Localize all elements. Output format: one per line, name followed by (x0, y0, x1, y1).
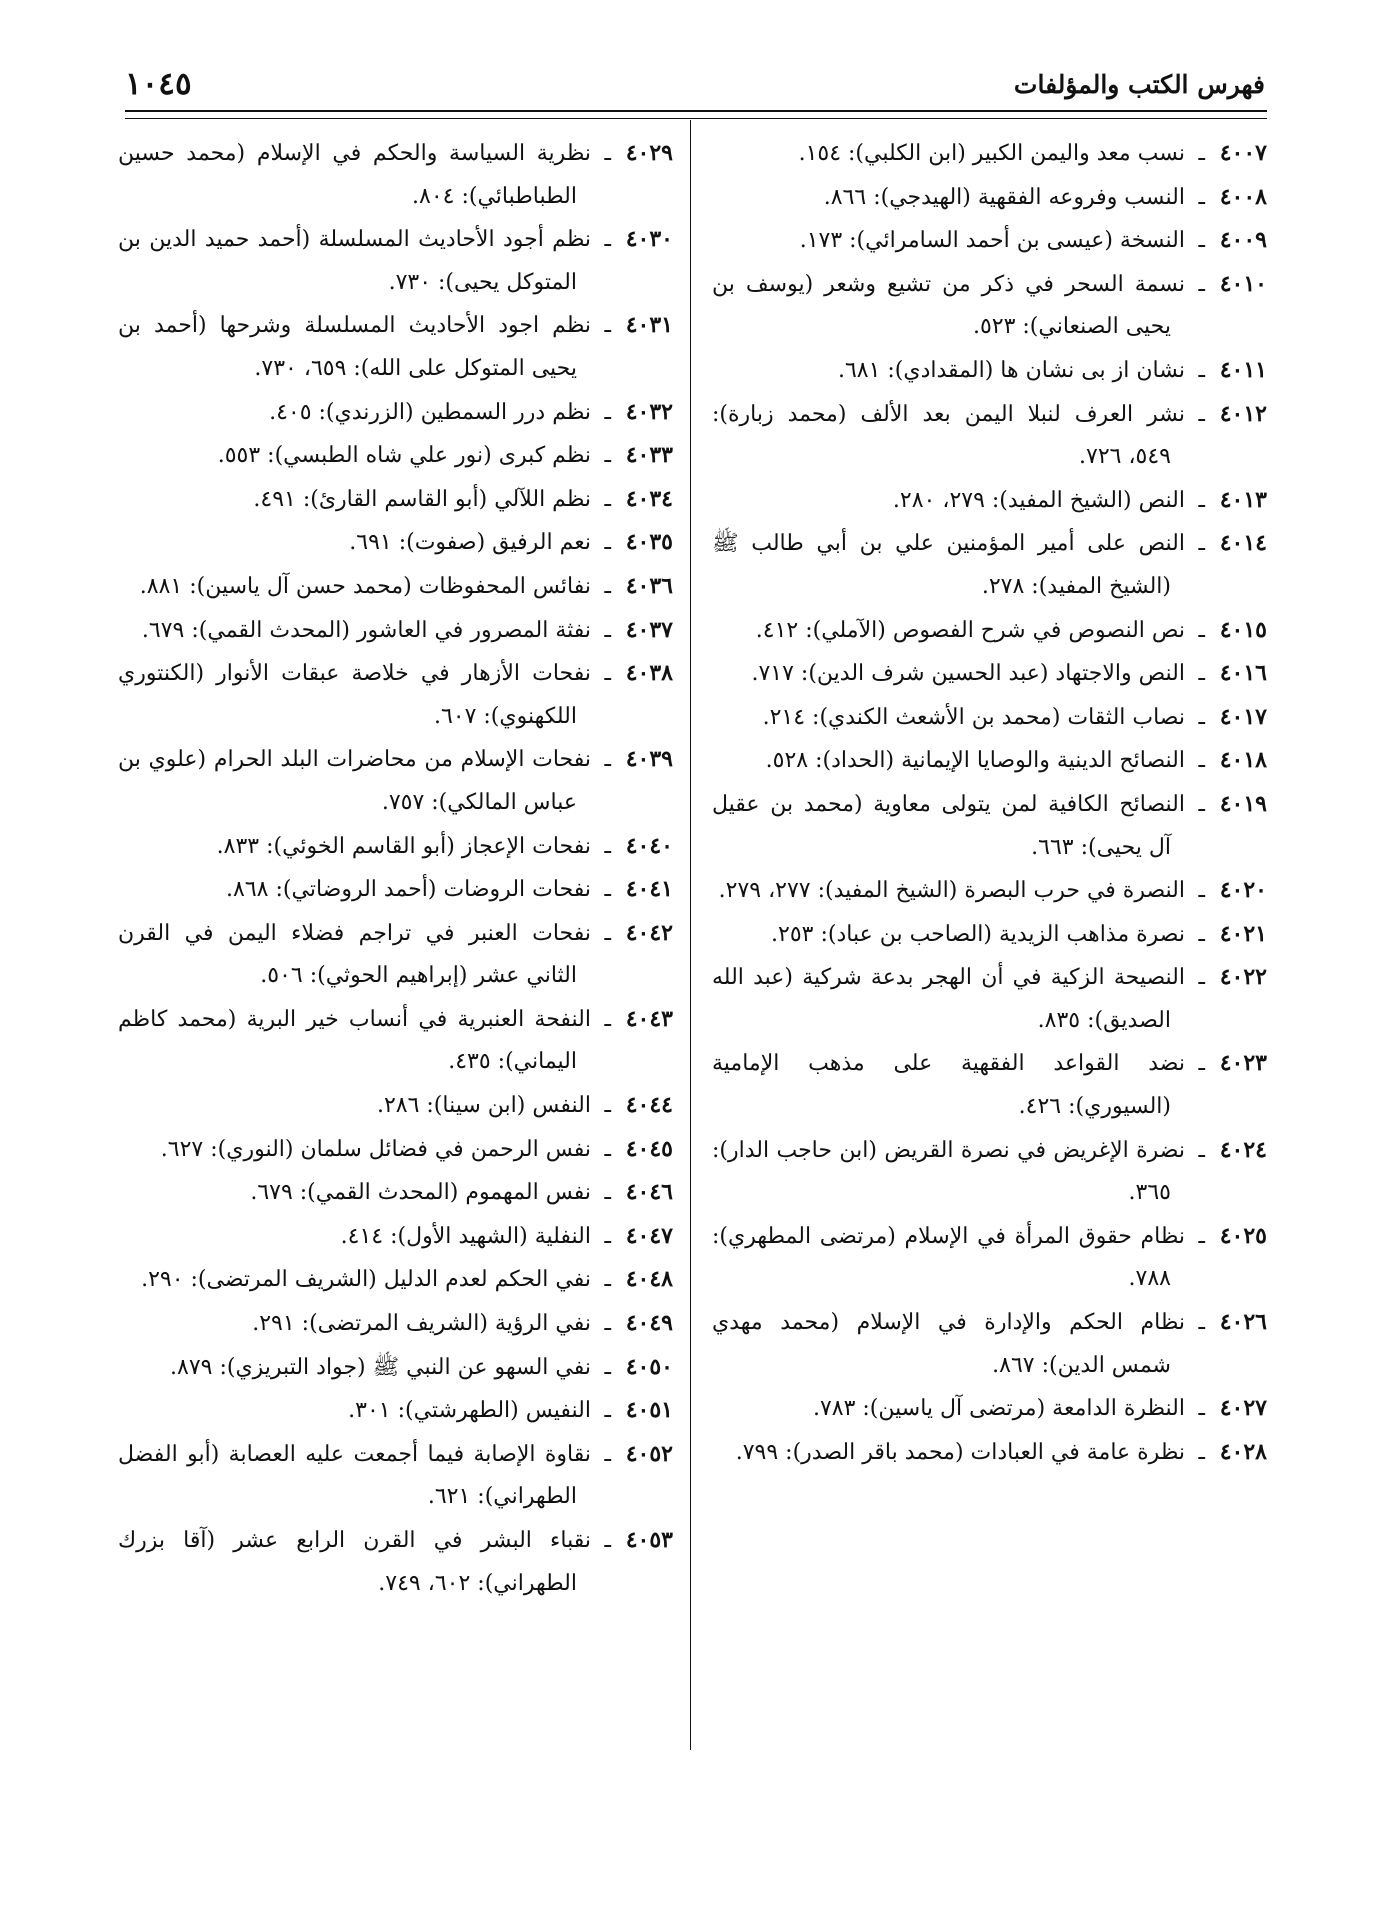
index-entry (712, 1301, 1267, 1387)
entry-dash: ـ (604, 1441, 611, 1467)
entry-text: نظام حقوق المرأة في الإسلام (مرتضى المطهري): ٧٨٨. (712, 1223, 1185, 1292)
entry-text: نظم درر السمطين (الزرندي): ٤٠٥. (269, 399, 591, 425)
entry-number: ٤٠٣٦ (625, 572, 673, 599)
entry-dash: ـ (604, 227, 611, 253)
entry-text: النفس (ابن سينا): ٢٨٦. (376, 1093, 591, 1119)
entry-dash: ـ (1198, 531, 1205, 557)
index-entry (712, 652, 1267, 696)
entry-number: ٤٠٢١ (1219, 920, 1267, 947)
entry-text: نفائس المحفوظات (محمد حسن آل ياسين): ٨٨١. (139, 573, 591, 599)
entry-number: ٤٠٢٨ (1219, 1438, 1267, 1465)
index-column-right (712, 132, 1267, 1474)
entry-dash: ـ (1198, 1439, 1205, 1465)
entry-text: نفي الرؤية (الشريف المرتضى): ٢٩١. (252, 1311, 591, 1337)
entry-number: ٤٠٢٩ (625, 140, 673, 166)
page-number: ١٠٤٥ (125, 66, 192, 102)
index-entry (118, 912, 673, 998)
index-entry (712, 1215, 1267, 1301)
entry-number: ٤٠٣٧ (625, 616, 673, 643)
entry-text: نشان از بى نشان ها (المقدادي): ٦٨١. (837, 357, 1185, 383)
entry-text: نشر العرف لنبلا اليمن بعد الألف (محمد زبارة): ٥٤٩، ٧٢٦. (712, 401, 1185, 470)
entry-number: ٤٠١٩ (1219, 790, 1267, 817)
entry-number: ٤٠٢٣ (1219, 1050, 1267, 1077)
index-entry (118, 304, 673, 390)
entry-text: نظرة عامة في العبادات (محمد باقر الصدر): ٧٩٩. (735, 1439, 1185, 1465)
entry-number: ٤٠٣٣ (625, 442, 673, 469)
entry-dash: ـ (1198, 1051, 1205, 1077)
index-entry (118, 652, 673, 738)
entry-text: نضرة الإغريض في نصرة القريض (ابن حاجب الدار): ٣٦٥. (712, 1137, 1185, 1206)
column-divider (690, 120, 691, 1750)
entry-text: نقاوة الإصابة فيما أجمعت عليه العصابة (أبو الفضل الطهراني): ٦٢١. (118, 1441, 591, 1510)
entry-text: النصائح الكافية لمن يتولى معاوية (محمد بن عقيل آل يحيى): ٦٦٣. (712, 791, 1185, 860)
entry-text: النصيحة الزكية في أن الهجر بدعة شركية (عبد الله الصديق): ٨٣٥. (712, 965, 1185, 1033)
index-entry (118, 609, 673, 653)
entry-dash: ـ (604, 833, 611, 859)
entry-number: ٤٠٥٢ (625, 1440, 673, 1467)
entry-text: النفيس (الطهرشتي): ٣٠١. (348, 1398, 591, 1424)
index-entry (712, 349, 1267, 393)
entry-text: النصائح الدينية والوصايا الإيمانية (الحداد): ٥٢٨. (765, 748, 1185, 774)
entry-text: نصاب الثقات (محمد بن الأشعث الكندي): ٢١٤. (762, 704, 1185, 730)
entry-number: ٤٠٣١ (625, 312, 673, 339)
header-rule-thin (125, 118, 1267, 119)
entry-dash: ـ (1198, 184, 1205, 210)
entry-text: نقباء البشر في القرن الرابع عشر (آقا بزرك الطهراني): ٦٠٢، ٧٤٩. (118, 1528, 591, 1596)
index-entry (118, 434, 673, 478)
entry-number: ٤٠٠٨ (1219, 183, 1267, 210)
entry-number: ٤٠٤٠ (625, 832, 673, 859)
entry-dash: ـ (1198, 617, 1205, 643)
entry-number: ٤٠٢٢ (1219, 964, 1267, 991)
entry-dash: ـ (604, 1093, 611, 1119)
entry-dash: ـ (1198, 704, 1205, 730)
entry-text: نفثة المصرور في العاشور (المحدث القمي): ٦٧٩. (141, 617, 591, 643)
entry-text: نظام الحكم والإدارة في الإسلام (محمد مهدي شمس الدين): ٨٦٧. (712, 1310, 1185, 1378)
index-entry (118, 1171, 673, 1215)
entry-text: نفي الحكم لعدم الدليل (الشريف المرتضى): ٢٩٠. (141, 1267, 591, 1293)
entry-dash: ـ (1198, 1310, 1205, 1336)
index-entry (712, 869, 1267, 913)
entry-text: نظم اجود الأحاديث المسلسلة وشرحها (أحمد بن يحيى المتوكل على الله): ٦٥٩، ٧٣٠. (118, 313, 591, 381)
entry-number: ٤٠١٨ (1219, 747, 1267, 774)
entry-dash: ـ (604, 617, 611, 643)
entry-text: النص على أمير المؤمنين علي بن أبي طالب ﷺ (الشيخ المفيد): ٢٧٨. (712, 531, 1185, 599)
entry-dash: ـ (604, 1267, 611, 1293)
entry-dash: ـ (604, 1223, 611, 1249)
entry-text: نفحات الروضات (أحمد الروضاتي): ٨٦٨. (226, 877, 591, 903)
entry-text: النسخة (عيسى بن أحمد السامرائي): ١٧٣. (799, 228, 1185, 254)
entry-number: ٤٠٤١ (625, 876, 673, 903)
entry-number: ٤٠٤٨ (625, 1266, 673, 1293)
entry-dash: ـ (604, 1180, 611, 1206)
entry-text: نعم الرفيق (صفوت): ٦٩١. (349, 530, 591, 556)
index-entry (118, 1389, 673, 1433)
entry-text: نظم كبرى (نور علي شاه الطبسي): ٥٥٣. (217, 443, 591, 469)
entry-number: ٤٠١٦ (1219, 660, 1267, 687)
index-entry (712, 739, 1267, 783)
entry-number: ٤٠٢٦ (1219, 1309, 1267, 1336)
entry-number: ٤٠٤٣ (625, 1005, 673, 1032)
entry-dash: ـ (1198, 921, 1205, 947)
index-entry (118, 218, 673, 304)
entry-number: ٤٠٤٧ (625, 1222, 673, 1249)
entry-text: نفحات الأزهار في خلاصة عبقات الأنوار (الكنتوري اللكهنوي): ٦٠٧. (118, 661, 591, 729)
entry-number: ٤٠٣٢ (625, 398, 673, 425)
entry-number: ٤٠٤٩ (625, 1310, 673, 1337)
entry-text: نسمة السحر في ذكر من تشيع وشعر (يوسف بن يحيى الصنعاني): ٥٢٣. (712, 271, 1185, 340)
entry-text: النص (الشيخ المفيد): ٢٧٩، ٢٨٠. (892, 487, 1185, 513)
index-entry (712, 783, 1267, 869)
entry-dash: ـ (1198, 1223, 1205, 1249)
entry-dash: ـ (1198, 401, 1205, 427)
entry-number: ٤٠٢٥ (1219, 1222, 1267, 1249)
entry-text: نفحات الإسلام من محاضرات البلد الحرام (علوي بن عباس المالكي): ٧٥٧. (118, 747, 591, 815)
entry-text: النسب وفروعه الفقهية (الهيدجي): ٨٦٦. (823, 184, 1185, 210)
index-entry (712, 176, 1267, 220)
entry-dash: ـ (604, 877, 611, 903)
entry-number: ٤٠٣٥ (625, 529, 673, 556)
entry-dash: ـ (1198, 878, 1205, 904)
entry-dash: ـ (604, 399, 611, 425)
entry-number: ٤٠٤٤ (625, 1092, 673, 1119)
entry-text: نص النصوص في شرح الفصوص (الآملي): ٤١٢. (755, 617, 1185, 643)
entry-number: ٤٠١٣ (1219, 486, 1267, 513)
entry-number: ٤٠٥٠ (625, 1353, 673, 1380)
index-entry (118, 998, 673, 1084)
index-entry (118, 1519, 673, 1605)
entry-text: النفحة العنبرية في أنساب خير البرية (محمد كاظم اليماني): ٤٣٥. (118, 1006, 591, 1075)
index-entry (712, 219, 1267, 263)
entry-number: ٤٠٣٤ (625, 485, 673, 512)
index-entry (712, 913, 1267, 957)
entry-text: نفي السهو عن النبي ﷺ (جواد التبريزي): ٨٧٩. (170, 1354, 591, 1380)
entry-text: نظرية السياسة والحكم في الإسلام (محمد حسين الطباطبائي): ٨٠٤. (118, 141, 591, 209)
index-entry (712, 479, 1267, 523)
entry-number: ٤٠١٢ (1219, 400, 1267, 427)
index-entry (118, 1128, 673, 1172)
entry-dash: ـ (604, 141, 611, 166)
entry-number: ٤٠١١ (1219, 356, 1267, 383)
index-entry (118, 1433, 673, 1519)
index-entry (118, 1258, 673, 1302)
entry-text: النص والاجتهاد (عبد الحسين شرف الدين): ٧١٧. (751, 661, 1185, 687)
entry-dash: ـ (1198, 271, 1205, 297)
entry-text: نفحات الإعجاز (أبو القاسم الخوئي): ٨٣٣. (216, 833, 591, 859)
index-entry (712, 1431, 1267, 1475)
entry-number: ٤٠١٤ (1219, 530, 1267, 557)
index-entry (712, 1042, 1267, 1128)
entry-number: ٤٠٢٧ (1219, 1395, 1267, 1422)
entry-number: ٤٠٢٠ (1219, 877, 1267, 904)
entry-number: ٤٠٥١ (625, 1397, 673, 1424)
entry-dash: ـ (1198, 661, 1205, 687)
index-entry (118, 868, 673, 912)
entry-dash: ـ (604, 313, 611, 339)
index-entry (118, 565, 673, 609)
index-entry (712, 393, 1267, 479)
entry-dash: ـ (604, 747, 611, 773)
index-entry (118, 1084, 673, 1128)
index-entry (118, 825, 673, 869)
entry-dash: ـ (604, 920, 611, 946)
index-column-left (118, 132, 673, 1605)
entry-dash: ـ (604, 573, 611, 599)
entry-dash: ـ (604, 1398, 611, 1424)
entry-number: ٤٠٣٨ (625, 660, 673, 687)
index-entry (712, 263, 1267, 349)
header-rule-thick (125, 110, 1267, 112)
entry-dash: ـ (1198, 487, 1205, 513)
entry-number: ٤٠٣٩ (625, 746, 673, 773)
entry-dash: ـ (604, 661, 611, 687)
index-entry (118, 391, 673, 435)
entry-text: نظم أجود الأحاديث المسلسلة (أحمد حميد الدين بن المتوكل يحيى): ٧٣٠. (118, 227, 591, 295)
entry-text: النصرة في حرب البصرة (الشيخ المفيد): ٢٧٧، ٢٧٩. (718, 878, 1185, 904)
index-entry (712, 522, 1267, 608)
entry-dash: ـ (1198, 965, 1205, 991)
entry-dash: ـ (604, 1354, 611, 1380)
entry-text: نفس الرحمن في فضائل سلمان (النوري): ٦٢٧. (160, 1136, 591, 1162)
entry-number: ٤٠٤٥ (625, 1135, 673, 1162)
index-entry (712, 609, 1267, 653)
entry-number: ٤٠٠٧ (1219, 140, 1267, 166)
index-entry (118, 1215, 673, 1259)
entry-dash: ـ (604, 1528, 611, 1553)
entry-number: ٤٠٢٤ (1219, 1136, 1267, 1163)
entry-text: نصرة مذاهب الزيدية (الصاحب بن عباد): ٢٥٣. (771, 921, 1185, 947)
entry-dash: ـ (604, 1311, 611, 1337)
index-entry (118, 1346, 673, 1390)
index-entry (118, 132, 673, 218)
entry-text: نسب معد واليمن الكبير (ابن الكلبي): ١٥٤. (798, 141, 1185, 166)
index-entry (712, 132, 1267, 176)
index-entry (118, 738, 673, 824)
index-entry (712, 956, 1267, 1042)
entry-dash: ـ (1198, 141, 1205, 166)
index-entry (118, 521, 673, 565)
entry-number: ٤٠٠٩ (1219, 227, 1267, 254)
entry-number: ٤٠١٠ (1219, 270, 1267, 297)
running-title: فهرس الكتب والمؤلفات (1013, 70, 1265, 99)
entry-number: ٤٠٤٦ (625, 1179, 673, 1206)
entry-number: ٤٠٣٠ (625, 226, 673, 253)
entry-dash: ـ (1198, 1137, 1205, 1163)
entry-dash: ـ (1198, 1396, 1205, 1422)
entry-text: نضد القواعد الفقهية على مذهب الإمامية (السيوري): ٤٢٦. (712, 1051, 1185, 1120)
entry-text: النظرة الدامعة (مرتضى آل ياسين): ٧٨٣. (812, 1396, 1185, 1422)
entry-text: نظم اللآلي (أبو القاسم القارئ): ٤٩١. (253, 486, 591, 512)
entry-dash: ـ (1198, 357, 1205, 383)
entry-text: نفس المهموم (المحدث القمي): ٦٧٩. (250, 1180, 591, 1206)
entry-dash: ـ (604, 530, 611, 556)
entry-number: ٤٠٥٣ (625, 1527, 673, 1553)
entry-dash: ـ (1198, 748, 1205, 774)
entry-text: نفحات العنبر في تراجم فضلاء اليمن في القرن الثاني عشر (إبراهيم الحوثي): ٥٠٦. (118, 920, 591, 989)
index-entry (712, 1387, 1267, 1431)
entry-dash: ـ (1198, 791, 1205, 817)
entry-text: النفلية (الشهيد الأول): ٤١٤. (340, 1223, 591, 1249)
index-entry (712, 696, 1267, 740)
entry-dash: ـ (1198, 228, 1205, 254)
index-entry (712, 1129, 1267, 1215)
entry-number: ٤٠١٧ (1219, 703, 1267, 730)
entry-dash: ـ (604, 1136, 611, 1162)
page-header (125, 66, 1265, 112)
entry-number: ٤٠٤٢ (625, 919, 673, 946)
entry-dash: ـ (604, 1006, 611, 1032)
entry-number: ٤٠١٥ (1219, 616, 1267, 643)
entry-dash: ـ (604, 443, 611, 469)
index-entry (118, 478, 673, 522)
index-entry (118, 1302, 673, 1346)
entry-dash: ـ (604, 486, 611, 512)
